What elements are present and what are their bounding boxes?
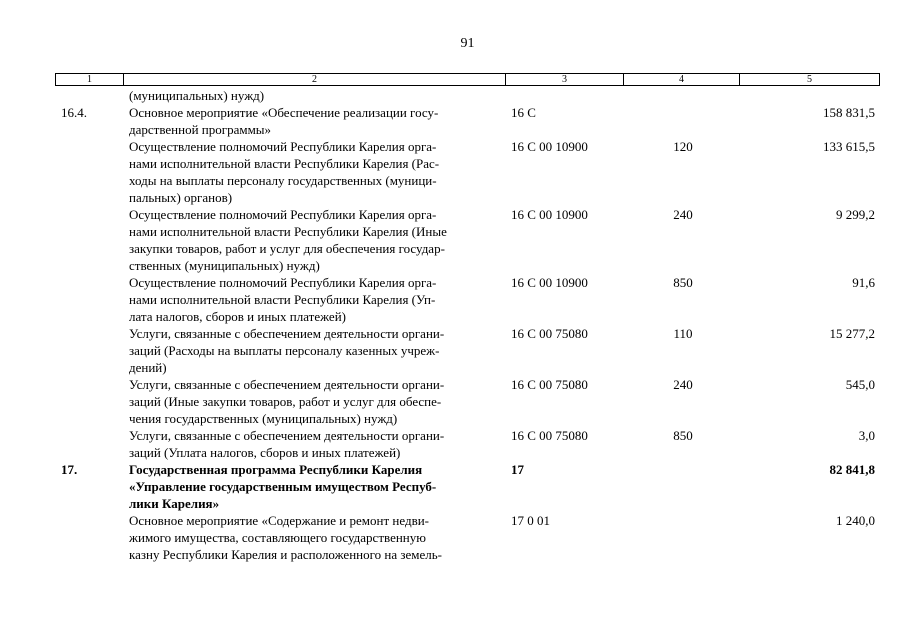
- row-expense-type: 120: [673, 139, 693, 154]
- description-line: Услуги, связанные с обеспечением деятельности органи-: [129, 428, 445, 443]
- header-col-1: 1: [56, 74, 124, 85]
- description-line: Осуществление полномочий Республики Карелия орга-: [129, 207, 437, 222]
- description-line: дений): [129, 360, 167, 375]
- row-number: 17.: [61, 462, 78, 477]
- description-line: (муниципальных) нужд): [129, 88, 265, 103]
- description-line: «Управление государственным имуществом Респуб-: [129, 479, 437, 494]
- row-expense-type: 110: [673, 326, 693, 341]
- row-amount: 3,0: [858, 428, 875, 443]
- row-amount: 1 240,0: [836, 513, 875, 528]
- row-expense-type: 240: [673, 207, 693, 222]
- description-line: нами исполнительной власти Республики Карелия (Иные: [129, 224, 447, 239]
- description-line: ственных (муниципальных) нужд): [129, 258, 320, 273]
- row-description: [129, 104, 503, 138]
- row-description: [129, 461, 503, 512]
- table-header: [55, 73, 880, 86]
- description-line: Услуги, связанные с обеспечением деятельности органи-: [129, 326, 445, 341]
- row-description: [129, 325, 503, 376]
- description-line: лики Карелия»: [129, 496, 220, 511]
- description-line: Государственная программа Республики Карелия: [129, 462, 423, 477]
- row-code: 16 С 00 10900: [511, 275, 588, 290]
- row-expense-type: 850: [673, 428, 693, 443]
- description-line: ходы на выплаты персоналу государственных (муници-: [129, 173, 437, 188]
- description-line: Осуществление полномочий Республики Карелия орга-: [129, 275, 437, 290]
- row-description: [129, 376, 503, 427]
- row-amount: 91,6: [852, 275, 875, 290]
- row-code: 16 С 00 10900: [511, 139, 588, 154]
- description-line: дарственной программы»: [129, 122, 272, 137]
- description-line: чения государственных (муниципальных) нужд): [129, 411, 398, 426]
- table-row: [55, 461, 880, 512]
- row-description: [129, 274, 503, 325]
- row-code: 16 С 00 10900: [511, 207, 588, 222]
- row-code: 16 С 00 75080: [511, 428, 588, 443]
- table-row: [55, 274, 880, 325]
- row-expense-type: 850: [673, 275, 693, 290]
- table-row: [55, 427, 880, 461]
- table-row: [55, 325, 880, 376]
- table-row: [55, 206, 880, 274]
- description-line: закупки товаров, работ и услуг для обеспечения государ-: [129, 241, 445, 256]
- row-code: 16 С: [511, 105, 536, 120]
- description-line: пальных) органов): [129, 190, 233, 205]
- row-description: [129, 427, 503, 461]
- row-amount: 9 299,2: [836, 207, 875, 222]
- row-amount: 133 615,5: [823, 139, 875, 154]
- page-number: 91: [460, 36, 475, 51]
- row-code: 16 С 00 75080: [511, 326, 588, 341]
- row-amount: 158 831,5: [823, 105, 875, 120]
- description-line: Основное мероприятие «Содержание и ремонт недви-: [129, 513, 429, 528]
- row-code: 16 С 00 75080: [511, 377, 588, 392]
- header-col-5: 5: [807, 74, 812, 85]
- description-line: жимого имущества, составляющего государственную: [129, 530, 426, 545]
- row-expense-type: 240: [673, 377, 693, 392]
- row-description: [129, 138, 503, 206]
- table-row: [55, 376, 880, 427]
- description-line: заций (Иные закупки товаров, работ и услуг для обеспе-: [129, 394, 442, 409]
- row-amount: 82 841,8: [829, 462, 875, 477]
- table-row: [55, 512, 880, 563]
- header-col-3: 3: [506, 74, 624, 85]
- table-row: [55, 138, 880, 206]
- header-col-2: 2: [124, 74, 506, 85]
- description-line: Услуги, связанные с обеспечением деятельности органи-: [129, 377, 445, 392]
- row-description: [129, 87, 503, 104]
- table-body: [55, 87, 880, 563]
- description-line: лата налогов, сборов и иных платежей): [129, 309, 346, 324]
- table-row: [55, 104, 880, 138]
- description-line: Осуществление полномочий Республики Карелия орга-: [129, 139, 437, 154]
- description-line: нами исполнительной власти Республики Карелия (Уп-: [129, 292, 436, 307]
- header-col-4: 4: [624, 74, 740, 85]
- row-description: [129, 512, 503, 563]
- row-code: 17: [511, 462, 524, 477]
- table-row: [55, 87, 880, 104]
- description-line: заций (Уплата налогов, сборов и иных платежей): [129, 445, 401, 460]
- row-description: [129, 206, 503, 274]
- row-amount: 15 277,2: [829, 326, 875, 341]
- description-line: казну Республики Карелия и расположенного на земель-: [129, 547, 442, 562]
- description-line: заций (Расходы на выплаты персоналу казенных учреж-: [129, 343, 440, 358]
- row-amount: 545,0: [845, 377, 875, 392]
- description-line: Основное мероприятие «Обеспечение реализации госу-: [129, 105, 439, 120]
- row-number: 16.4.: [61, 105, 87, 120]
- row-code: 17 0 01: [511, 513, 550, 528]
- description-line: нами исполнительной власти Республики Карелия (Рас-: [129, 156, 440, 171]
